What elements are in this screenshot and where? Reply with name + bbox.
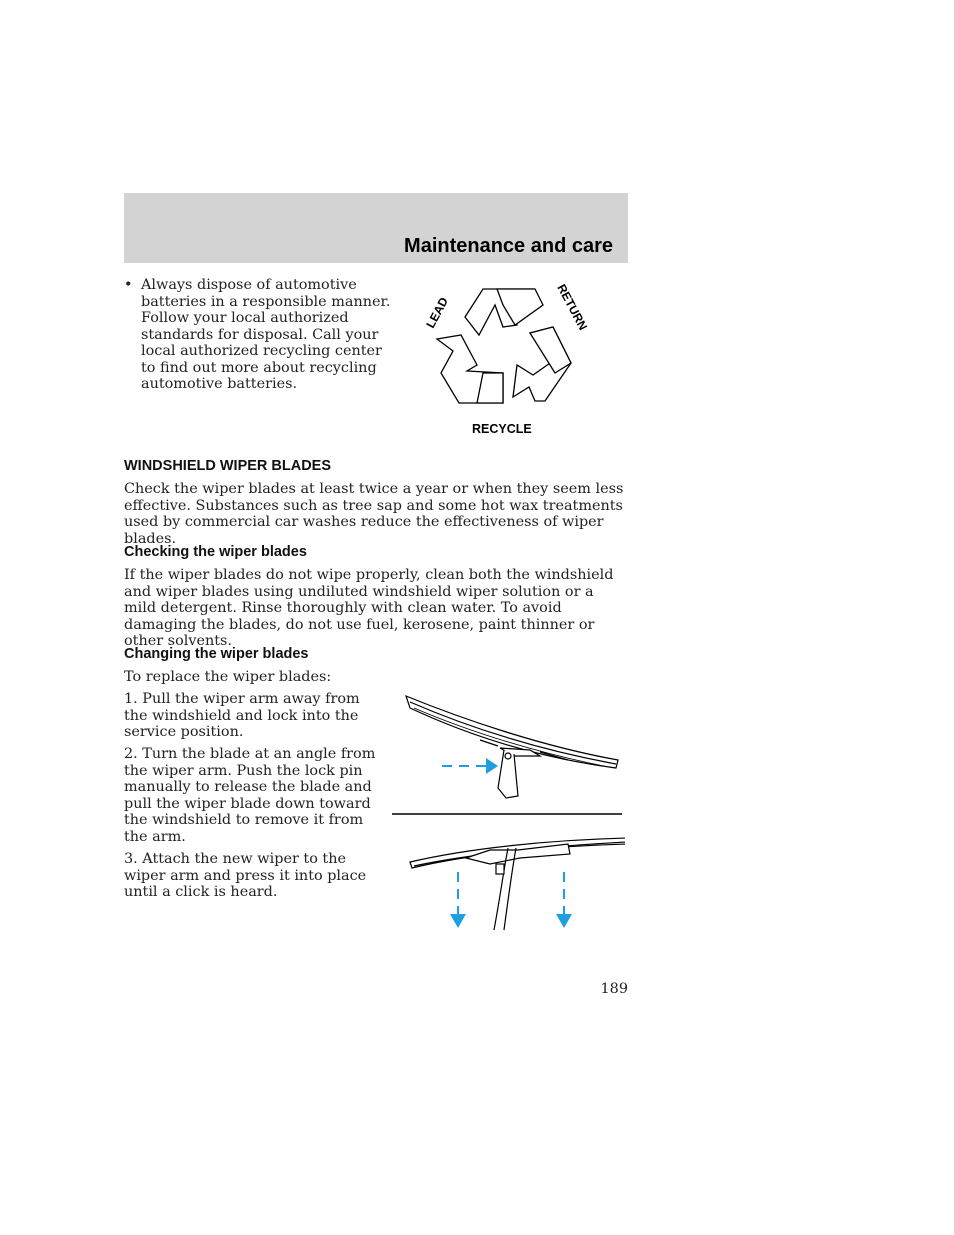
recycle-symbol-figure — [415, 277, 600, 439]
changing-step-2: 2. Turn the blade at an angle from the wiper arm. Push the lock pin manually to release the blade and pull the wiper blade down toward the windshield to remove it from the arm. — [124, 746, 376, 845]
checking-wiper-paragraph: If the wiper blades do not wipe properly, clean both the windshield and wiper blades using undiluted windshield wiper solution or a mild detergent. Rinse thoroughly with clean water. To avoid damaging the blades, do not use fuel, kerosene, paint thinner or other solvents. — [124, 567, 614, 649]
recycle-label-return: RETURN — [554, 281, 591, 333]
battery-disposal-text: Always dispose of automotive batteries in a responsible manner. Follow your local authorized standards for disposal. Call your local authorized recycling center to find out more about recycling automotive batteries. — [141, 277, 391, 392]
wiper-section-heading: WINDSHIELD WIPER BLADES — [124, 458, 332, 474]
changing-wiper-heading: Changing the wiper blades — [124, 646, 309, 662]
recycle-label-lead: LEAD — [423, 294, 451, 331]
changing-step-1: 1. Pull the wiper arm away from the windshield and lock into the service position. — [124, 691, 360, 740]
wiper-blade-diagram — [390, 688, 625, 933]
page-number: 189 — [600, 981, 628, 997]
section-title: Maintenance and care — [404, 235, 613, 257]
recycle-arrow-right-face — [530, 327, 571, 373]
wiper-upper-illustration — [406, 696, 618, 798]
recycle-label-recycle: RECYCLE — [472, 422, 532, 436]
wiper-lower-illustration — [410, 838, 625, 930]
wiper-upper-arrow — [442, 758, 498, 774]
section-header-band — [124, 193, 628, 263]
wiper-intro-paragraph: Check the wiper blades at least twice a year or when they seem less effective. Substances such as tree sap and some hot wax treatments used by commercial car washes reduce the effectiveness of wiper blades. — [124, 481, 624, 547]
changing-wiper-intro: To replace the wiper blades: — [124, 669, 332, 685]
bullet-marker: • — [124, 277, 133, 293]
checking-wiper-heading: Checking the wiper blades — [124, 544, 307, 560]
changing-step-3: 3. Attach the new wiper to the wiper arm and press it into place until a click is heard. — [124, 851, 367, 900]
